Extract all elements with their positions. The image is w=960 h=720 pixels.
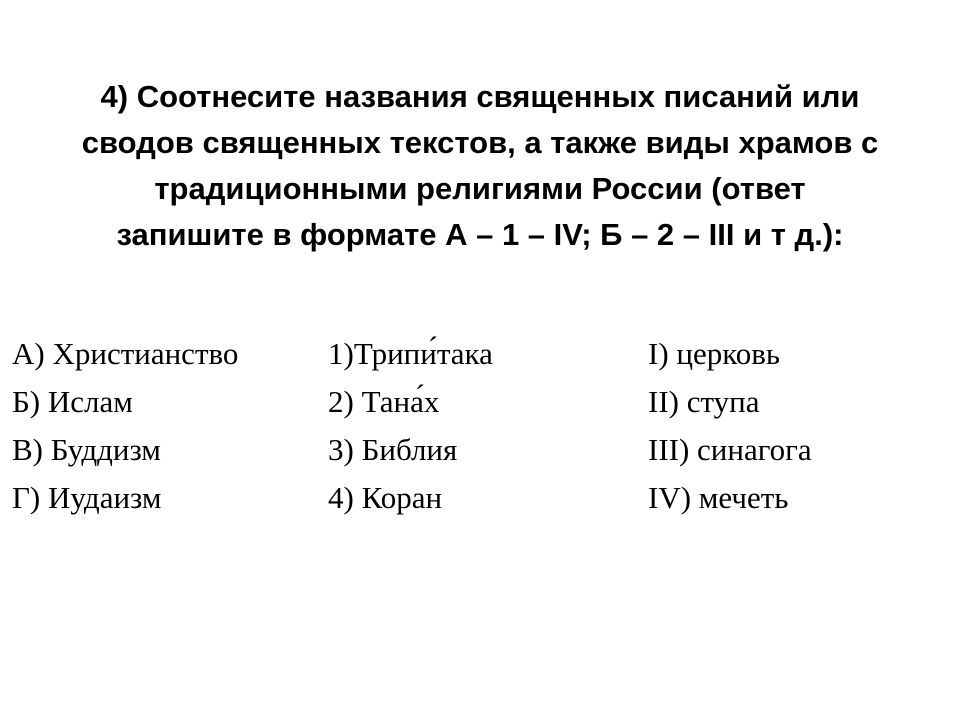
temple-item: I) церковь [648,336,781,371]
religion-item: Б) Ислам [12,384,133,419]
temple-item: II) ступа [648,384,760,419]
temple-item: IV) мечеть [648,480,789,515]
religion-item: Г) Иудаизм [12,480,162,515]
temple-item: III) синагога [648,432,812,467]
religion-item: А) Христианство [12,336,239,371]
scriptures-column [328,330,493,522]
title-line: сводов священных текстов, а также виды храмов с [81,125,879,160]
scripture-item: 1)Трипи́така [328,336,493,371]
religion-item: В) Буддизм [12,432,161,467]
scripture-item: 3) Библия [328,432,458,467]
title-line: 4) Соотнесите названия священных писаний или [100,79,860,114]
scripture-item: 2) Тана́х [328,384,440,419]
religions-column [12,330,238,522]
temples-column [648,330,812,522]
title-line: запишите в формате А – 1 – IV; Б – 2 – III и т д.): [116,217,844,252]
question-title [30,74,930,258]
title-line: традиционными религиями России (ответ [154,171,806,206]
scripture-item: 4) Коран [328,480,443,515]
